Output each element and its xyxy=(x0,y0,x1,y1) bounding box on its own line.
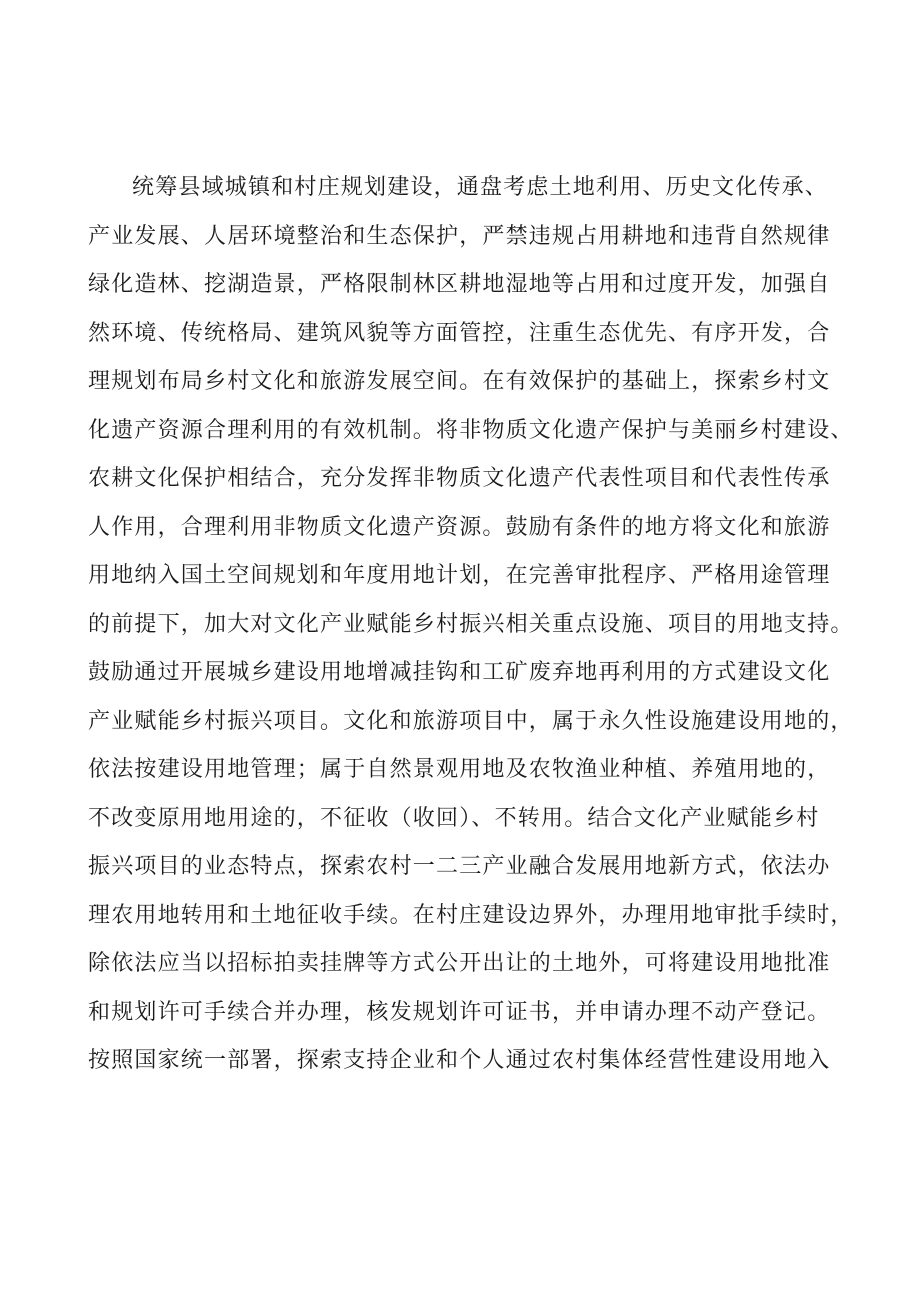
text-line: 产业赋能乡村振兴项目。文化和旅游项目中，属于永久性设施建设用地的， xyxy=(88,708,854,734)
text-line: 统筹县域城镇和村庄规划建设，通盘考虑土地利用、历史文化传承、 xyxy=(132,175,829,200)
text-line: 产业发展、人居环境整治和生态保护，严禁违规占用耕地和违背自然规律 xyxy=(88,223,831,249)
body-paragraph xyxy=(88,164,868,1086)
text-line: 理农用地转用和土地征收手续。在村庄建设边界外，办理用地审批手续时， xyxy=(88,902,854,928)
text-line: 鼓励通过开展城乡建设用地增减挂钩和工矿废弃地再利用的方式建设文化 xyxy=(88,660,831,685)
text-line: 和规划许可手续合并办理，核发规划许可证书，并申请办理不动产登记。 xyxy=(88,999,831,1025)
text-line: 振兴项目的业态特点，探索农村一二三产业融合发展用地新方式，依法办 xyxy=(88,854,831,879)
text-line: 的前提下，加大对文化产业赋能乡村振兴相关重点设施、项目的用地支持。 xyxy=(88,611,854,637)
text-line: 人作用，合理利用非物质文化遗产资源。鼓励有条件的地方将文化和旅游 xyxy=(88,514,831,540)
text-line: 然环境、传统格局、建筑风貌等方面管控，注重生态优先、有序开发，合 xyxy=(88,320,831,346)
text-line: 绿化造林、挖湖造景，严格限制林区耕地湿地等占用和过度开发，加强自 xyxy=(88,272,831,297)
text-line: 理规划布局乡村文化和旅游发展空间。在有效保护的基础上，探索乡村文 xyxy=(88,369,831,394)
text-line: 按照国家统一部署，探索支持企业和个人通过农村集体经营性建设用地入 xyxy=(88,1048,831,1073)
text-line: 依法按建设用地管理；属于自然景观用地及农牧渔业种植、养殖用地的， xyxy=(88,757,831,782)
text-line: 农耕文化保护相结合，充分发挥非物质文化遗产代表性项目和代表性传承 xyxy=(88,466,831,491)
text-line: 化遗产资源合理利用的有效机制。将非物质文化遗产保护与美丽乡村建设、 xyxy=(88,417,854,443)
text-line: 用地纳入国土空间规划和年度用地计划，在完善审批程序、严格用途管理 xyxy=(88,563,831,588)
text-line: 不改变原用地用途的，不征收（收回）、不转用。结合文化产业赋能乡村 xyxy=(88,805,820,831)
text-line: 除依法应当以招标拍卖挂牌等方式公开出让的土地外，可将建设用地批准 xyxy=(88,951,831,976)
